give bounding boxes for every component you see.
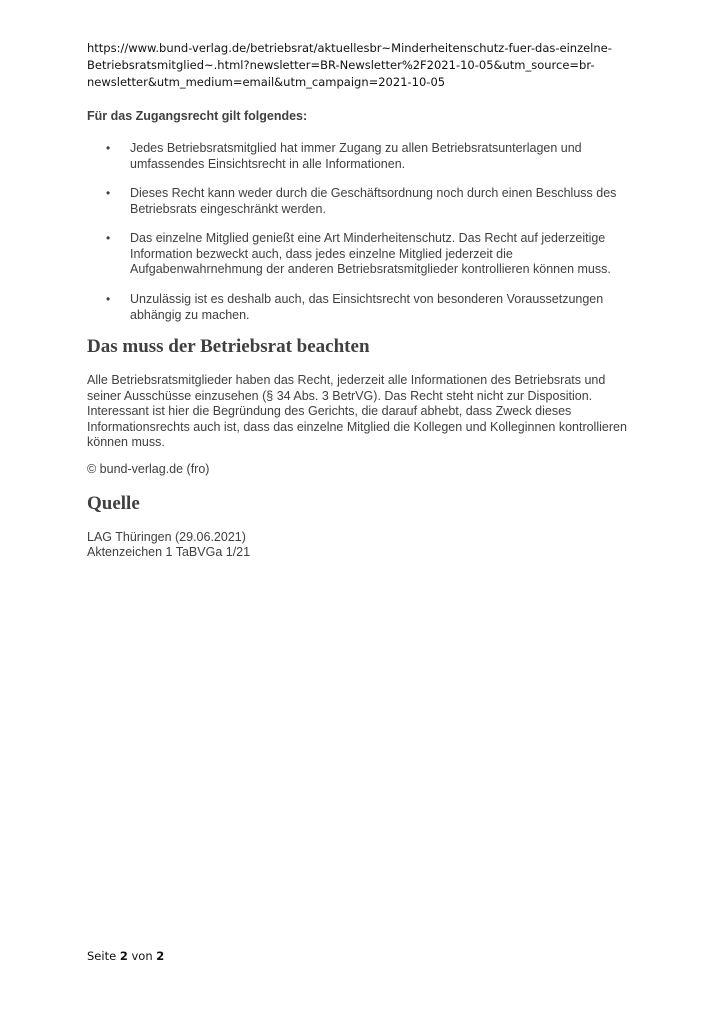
list-item-line: Information bezweckt auch, dass jedes einzelne Mitglied jederzeit die	[130, 246, 513, 261]
list-item-line: Unzulässig ist es deshalb auch, das Einsichtsrecht von besonderen Voraussetzungen	[130, 292, 604, 306]
list-item-line: Jedes Betriebsratsmitglied hat immer Zugang zu allen Betriebsratsunterlagen und	[130, 141, 582, 155]
source-url-line: newsletter&utm_medium=email&utm_campaign=2021-10-05	[87, 75, 446, 89]
bullet-icon: •	[106, 186, 111, 200]
list-item-text	[130, 231, 611, 278]
current-page-number: 2	[119, 949, 128, 963]
paragraph-line: Interessant ist hier die Begründung des Gerichts, die darauf abhebt, dass Zweck dieses	[87, 404, 572, 418]
source-file-number: Aktenzeichen 1 TaBVGa 1/21	[87, 545, 251, 559]
list-item-text	[130, 141, 582, 172]
total-page-count: 2	[156, 949, 165, 963]
paragraph-line: Informationsrechts auch ist, dass das einzelne Mitglied die Kollegen und Kolleginnen kontrollieren	[87, 419, 627, 434]
section-heading-quelle: Quelle	[87, 493, 140, 514]
section-heading-beachten: Das muss der Betriebsrat beachten	[87, 336, 370, 357]
list-item-line: Dieses Recht kann weder durch die Geschäftsordnung noch durch einen Beschluss des	[130, 186, 617, 200]
page-number-footer	[87, 949, 164, 963]
list-item	[87, 141, 582, 172]
list-item-text	[130, 292, 603, 323]
body-paragraph	[87, 373, 627, 451]
bullet-icon: •	[106, 141, 111, 155]
list-item-line: Aufgabenwahrnehmung der anderen Betriebsratsmitglieder kontrollieren können muss.	[130, 262, 611, 276]
list-item-line: abhängig zu machen.	[130, 307, 250, 322]
list-item-line: umfassendes Einsichtsrecht in alle Informationen.	[130, 156, 406, 171]
bullet-icon: •	[106, 292, 111, 306]
list-item	[87, 186, 616, 217]
list-item-text	[130, 186, 616, 217]
page-separator: von	[131, 949, 153, 963]
source-court: LAG Thüringen (29.06.2021)	[87, 530, 246, 544]
list-item-line: Das einzelne Mitglied genießt eine Art Minderheitenschutz. Das Recht auf jederzeitige	[130, 231, 606, 245]
list-item	[87, 292, 603, 323]
paragraph-line: seiner Ausschüsse einzusehen (§ 34 Abs. 3 BetrVG). Das Recht steht nicht zur Disposition.	[87, 388, 593, 403]
source-url-line: https://www.bund-verlag.de/betriebsrat/aktuellesbr~Minderheitenschutz-fuer-das-einzelne-	[87, 41, 612, 55]
paragraph-line: können muss.	[87, 435, 165, 449]
list-item	[87, 231, 611, 278]
bullet-icon: •	[106, 231, 111, 245]
access-rights-heading: Für das Zugangsrecht gilt folgendes:	[87, 109, 308, 123]
copyright-notice: © bund-verlag.de (fro)	[87, 462, 210, 476]
source-url-line: Betriebsratsmitglied~.html?newsletter=BR-Newsletter%2F2021-10-05&utm_source=br-	[87, 58, 595, 72]
list-item-line: Betriebsrats eingeschränkt werden.	[130, 201, 326, 216]
page-label: Seite	[87, 949, 117, 963]
source-url[interactable]	[87, 40, 647, 91]
paragraph-line: Alle Betriebsratsmitglieder haben das Recht, jederzeit alle Informationen des Betriebsrats und	[87, 373, 606, 387]
